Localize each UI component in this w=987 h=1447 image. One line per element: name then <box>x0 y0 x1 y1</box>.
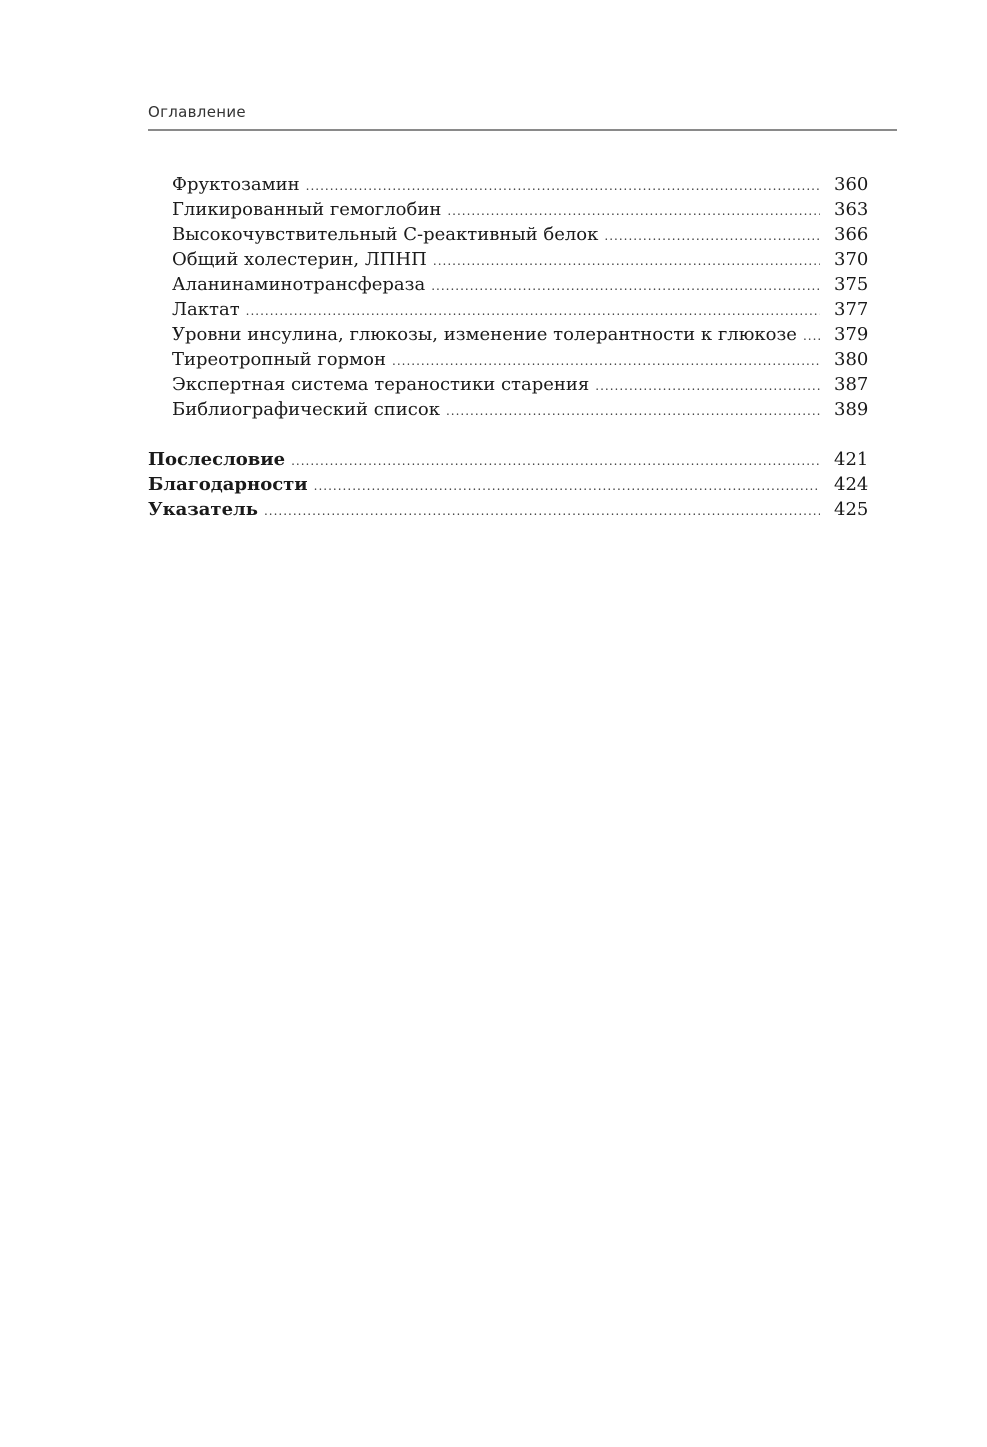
section-spacer <box>148 422 868 447</box>
toc-entry-page: 360 <box>834 174 869 195</box>
toc-chapter-entry[interactable] <box>148 447 868 472</box>
toc-entry[interactable] <box>148 397 868 422</box>
toc-entry[interactable] <box>148 222 868 247</box>
toc-entry-page: 363 <box>834 199 869 220</box>
toc-entry-page: 377 <box>834 299 869 320</box>
toc-entry-title: Гликированный гемоглобин <box>172 199 442 220</box>
toc-entry[interactable] <box>148 172 868 197</box>
toc-entry[interactable] <box>148 322 868 347</box>
toc-chapter-page: 425 <box>834 499 869 520</box>
dot-leader <box>803 324 820 349</box>
toc-entry-title: Уровни инсулина, глюкозы, изменение толерантности к глюкозе <box>172 324 797 345</box>
dot-leader <box>446 399 820 424</box>
toc-entry-title: Фруктозамин <box>172 174 300 195</box>
toc-entry[interactable] <box>148 197 868 222</box>
dot-leader <box>431 274 820 299</box>
running-header <box>148 103 897 133</box>
toc-chapter-entry[interactable] <box>148 472 868 497</box>
toc-entry[interactable] <box>148 272 868 297</box>
toc-entry-page: 366 <box>834 224 869 245</box>
header-rule <box>148 129 897 131</box>
toc-chapter-page: 424 <box>834 474 869 495</box>
toc-chapter-title: Указатель <box>148 499 258 520</box>
dot-leader <box>604 224 820 249</box>
toc-entry-title: Высокочувствительный С-реактивный белок <box>172 224 599 245</box>
dot-leader <box>595 374 820 399</box>
toc-chapter-title: Послесловие <box>148 449 286 470</box>
toc-entry-page: 379 <box>834 324 869 345</box>
toc-entry[interactable] <box>148 372 868 397</box>
toc-entry-title: Аланинаминотрансфераза <box>172 274 426 295</box>
toc-entry[interactable] <box>148 247 868 272</box>
toc-entry-title: Тиреотропный гормон <box>172 349 386 370</box>
toc-chapter-entry[interactable] <box>148 497 868 522</box>
dot-leader <box>306 174 820 199</box>
toc-entry[interactable] <box>148 347 868 372</box>
table-of-contents <box>148 172 868 522</box>
dot-leader <box>447 199 820 224</box>
toc-entry-title: Общий холестерин, ЛПНП <box>172 249 427 270</box>
dot-leader <box>392 349 820 374</box>
dot-leader <box>314 474 820 499</box>
dot-leader <box>264 499 820 524</box>
toc-entry-title: Экспертная система тераностики старения <box>172 374 590 395</box>
toc-entry-page: 375 <box>834 274 869 295</box>
toc-entry-page: 380 <box>834 349 869 370</box>
dot-leader <box>433 249 820 274</box>
toc-chapter-page: 421 <box>834 449 869 470</box>
toc-entry-page: 389 <box>834 399 869 420</box>
toc-entry-title: Лактат <box>172 299 240 320</box>
toc-entry-page: 370 <box>834 249 869 270</box>
dot-leader <box>291 449 820 474</box>
toc-entry[interactable] <box>148 297 868 322</box>
toc-entry-page: 387 <box>834 374 869 395</box>
toc-chapter-title: Благодарности <box>148 474 308 495</box>
dot-leader <box>246 299 820 324</box>
toc-entry-title: Библиографический список <box>172 399 440 420</box>
running-header-title: Оглавление <box>148 103 246 121</box>
